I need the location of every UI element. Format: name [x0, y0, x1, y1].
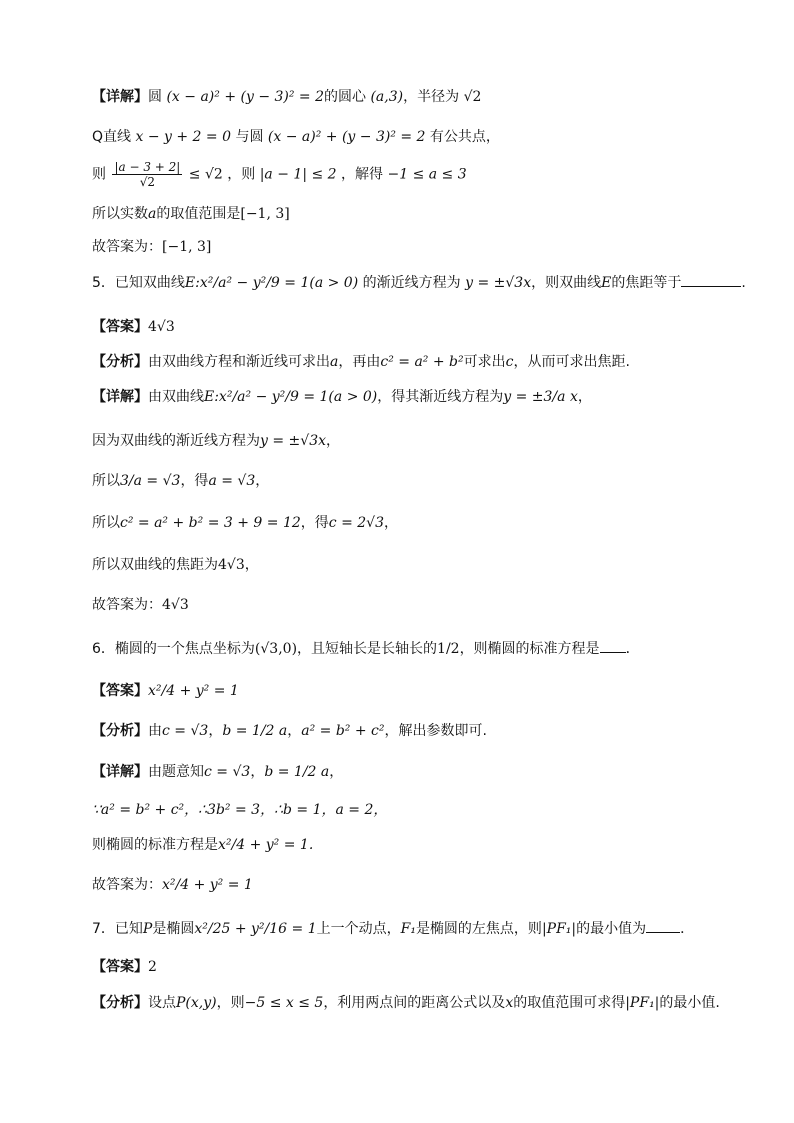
- text: 是椭圆: [152, 921, 195, 937]
- answer-blank: [646, 932, 680, 933]
- text: 7．已知: [92, 921, 143, 937]
- equation: ∵a² = b² + c²，∴3b² = 3，∴b = 1，a = 2，: [92, 802, 388, 818]
- equation: b = 1/2 a: [264, 764, 330, 780]
- analysis-tag: 【分析】: [92, 354, 148, 370]
- text: 由双曲线: [148, 389, 204, 405]
- point: P(x,y): [176, 995, 217, 1011]
- answer-tag: 【答案】: [92, 319, 148, 335]
- focus-coordinate: (√3,0): [254, 641, 298, 657]
- text: 设点: [148, 995, 176, 1011]
- asymptote-equation: y = ±√3x: [465, 275, 532, 291]
- text: 是椭圆的左焦点，则: [415, 921, 542, 937]
- line-equation: x − y + 2 = 0: [135, 129, 231, 145]
- text: ，得其渐近线方程为: [377, 389, 504, 405]
- text: 5．已知双曲线: [92, 275, 185, 291]
- text: 由: [148, 723, 162, 739]
- text: 所以实数: [92, 206, 148, 222]
- equation: a² = b² + c²: [301, 723, 385, 739]
- analysis-tag: 【分析】: [92, 995, 148, 1011]
- detail-tag: 【详解】: [92, 89, 148, 105]
- variable: a: [330, 354, 339, 370]
- fraction: 1/2: [437, 641, 460, 657]
- detail-6-line-2: [92, 803, 387, 817]
- answer-5: [92, 320, 175, 334]
- answer: 2: [148, 959, 157, 975]
- variable: E: [601, 275, 612, 291]
- answer-tag: 【答案】: [92, 683, 148, 699]
- text: ，解出参数即可.: [384, 723, 487, 739]
- range: −5 ≤ x ≤ 5: [244, 995, 324, 1011]
- answer-blank: [681, 286, 741, 287]
- text: 所以: [92, 515, 120, 531]
- variable: F₁: [400, 921, 416, 937]
- asymptote-equation: y = ±3/a x: [503, 389, 578, 405]
- detail-5-line-4: [92, 516, 398, 530]
- text: 由双曲线方程和渐近线可求出: [148, 354, 330, 370]
- equation: c² = a² + b² = 3 + 9 = 12: [120, 515, 301, 531]
- distance: |PF₁|: [541, 921, 577, 937]
- text: ．: [680, 921, 695, 937]
- range: [−1, 3]: [240, 206, 290, 222]
- text: 的最小值.: [659, 995, 720, 1011]
- equation: x²/4 + y² = 1.: [218, 837, 314, 853]
- text: 6．椭圆的一个焦点坐标为: [92, 641, 255, 657]
- text: ，半径为: [403, 89, 460, 105]
- detail-tag: 【详解】: [92, 764, 148, 780]
- detail-tag: 【详解】: [92, 389, 148, 405]
- solution-line-4: [92, 207, 290, 221]
- answer: 4√3: [148, 319, 175, 335]
- text: ，: [250, 764, 265, 780]
- text: 所以: [92, 473, 120, 489]
- text: ，: [244, 557, 259, 573]
- variable: P: [142, 921, 153, 937]
- detail-5-line-1: [92, 390, 592, 404]
- text: ，解得: [341, 166, 384, 183]
- question-7: [92, 922, 694, 936]
- solution-line-3: [92, 160, 467, 189]
- text: 的取值范围可求得: [513, 995, 626, 1011]
- text: .: [741, 275, 746, 291]
- text: 故答案为：: [92, 597, 162, 613]
- detail-6-line-3: [92, 838, 313, 852]
- solution-line-1: [92, 90, 481, 104]
- text: 上一个动点，: [316, 921, 401, 937]
- solution-line-2: [92, 130, 500, 144]
- variable: c: [505, 354, 514, 370]
- distance-fraction: [112, 160, 182, 189]
- result: 4√3: [218, 557, 245, 573]
- text: ，再由: [338, 354, 381, 370]
- text: 则: [92, 166, 106, 183]
- text: ，: [384, 515, 398, 531]
- distance: |PF₁|: [625, 995, 660, 1011]
- answer: x²/4 + y² = 1: [148, 683, 239, 699]
- analysis-5: [92, 355, 630, 369]
- variable: a: [148, 206, 157, 222]
- equation: c² = a² + b²: [380, 354, 464, 370]
- text: 故答案为：: [92, 877, 162, 893]
- circle-equation: (x − a)² + (y − 3)² = 2: [267, 129, 426, 145]
- text: ，且短轴长是长轴长的: [297, 641, 438, 657]
- text: ，得: [180, 473, 209, 489]
- result: c = 2√3: [328, 515, 384, 531]
- detail-6-line-1: [92, 765, 343, 779]
- inequality: |a − 1| ≤ 2: [259, 166, 337, 183]
- answer-tag: 【答案】: [92, 959, 148, 975]
- text: 则椭圆的标准方程是: [92, 837, 218, 853]
- circle-center: (a,3): [370, 89, 404, 105]
- text: 的最小值为: [576, 921, 647, 937]
- solution-line-5: [92, 240, 211, 254]
- text: Q直线: [92, 129, 132, 145]
- text: ，则: [216, 995, 245, 1011]
- text: ，: [329, 764, 344, 780]
- answer: 4√3: [162, 597, 189, 613]
- variable: x: [505, 995, 514, 1011]
- equation: 3/a = √3: [120, 473, 181, 489]
- text: 可求出: [463, 354, 506, 370]
- detail-5-line-2: [92, 434, 340, 448]
- inequality: −1 ≤ a ≤ 3: [387, 166, 467, 183]
- equation: c = √3: [162, 723, 209, 739]
- text: 与圆: [235, 129, 264, 145]
- answer: x²/4 + y² = 1: [162, 877, 253, 893]
- text: 的渐近线方程为: [362, 275, 461, 291]
- equation: b = 1/2 a: [222, 723, 288, 739]
- text: 的焦距等于: [611, 275, 682, 291]
- text: ，从而可求出焦距.: [513, 354, 630, 370]
- ellipse-equation: x²/25 + y²/16 = 1: [194, 921, 317, 937]
- fraction-numerator: |a − 3 + 2|: [114, 160, 181, 174]
- text: ，则椭圆的标准方程是: [459, 641, 600, 657]
- analysis-6: [92, 724, 487, 738]
- text: 所以双曲线的焦距为: [92, 557, 218, 573]
- text: ，: [208, 723, 223, 739]
- text: ，: [577, 389, 592, 405]
- asymptote-equation: y = ±√3x: [260, 433, 326, 449]
- detail-6-line-4: [92, 878, 253, 892]
- text: ．: [625, 641, 640, 657]
- analysis-tag: 【分析】: [92, 723, 148, 739]
- answer-blank: [600, 652, 626, 653]
- text: 的取值范围是: [156, 206, 241, 222]
- question-5: [92, 276, 746, 290]
- text: ，利用两点间的距离公式以及: [323, 995, 506, 1011]
- text: 有公共点，: [429, 129, 500, 145]
- variable: E: [184, 275, 196, 291]
- detail-5-line-5: [92, 558, 259, 572]
- text: 由题意知: [148, 764, 204, 780]
- text: ，: [287, 723, 302, 739]
- circle-equation: (x − a)² + (y − 3)² = 2: [166, 89, 325, 105]
- text: 的圆心: [324, 89, 367, 105]
- radius-value: √2: [463, 89, 482, 105]
- question-6: [92, 642, 640, 656]
- result: a = √3: [208, 473, 256, 489]
- detail-5-line-6: [92, 598, 189, 612]
- detail-5-line-3: [92, 474, 269, 488]
- analysis-7: [92, 996, 720, 1010]
- answer-7: [92, 960, 157, 974]
- hyperbola-equation: :x²/a² − y²/9 = 1(a > 0): [195, 275, 359, 291]
- text: ，则: [227, 166, 256, 183]
- text: ，得: [300, 515, 329, 531]
- equation: c = √3: [204, 764, 251, 780]
- hyperbola-equation: E:x²/a² − y²/9 = 1(a > 0): [204, 389, 378, 405]
- answer: [−1, 3]: [162, 239, 212, 255]
- text: ，: [326, 433, 340, 449]
- text: 圆: [148, 89, 162, 105]
- inequality: ≤ √2: [188, 166, 223, 183]
- answer-6: [92, 684, 239, 698]
- text: ，: [255, 473, 270, 489]
- fraction-denominator: √2: [139, 175, 156, 189]
- text: ，则双曲线: [531, 275, 602, 291]
- text: 因为双曲线的渐近线方程为: [92, 433, 260, 449]
- text: 故答案为：: [92, 239, 162, 255]
